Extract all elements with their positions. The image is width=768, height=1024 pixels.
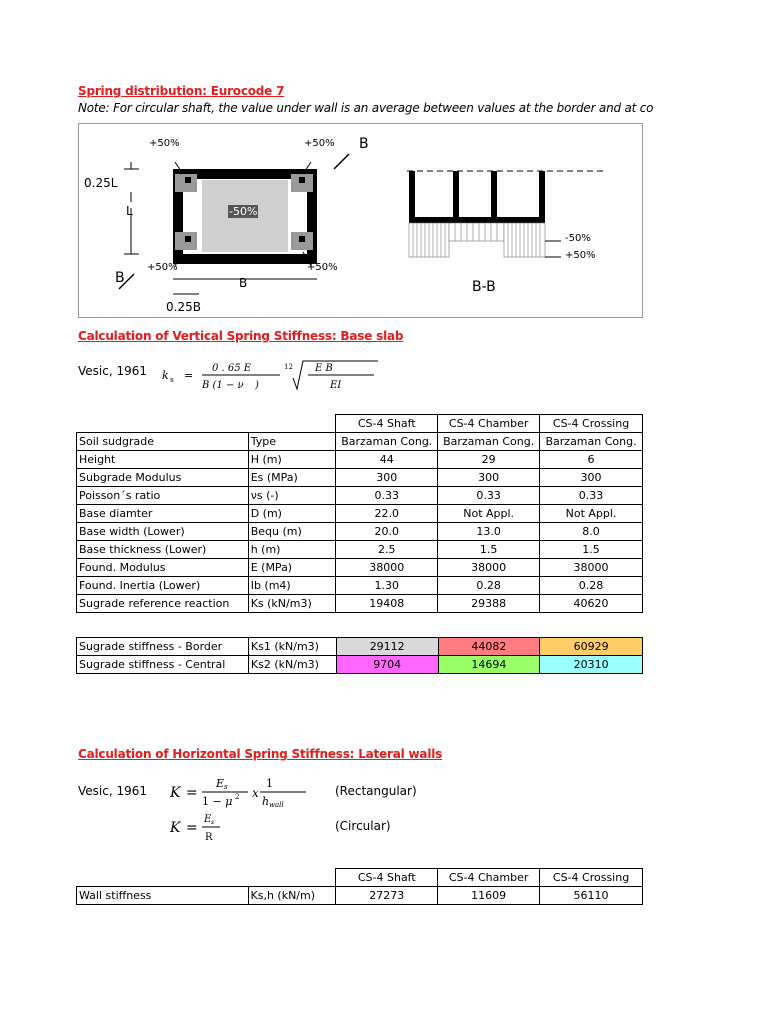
- table-cell: 1.30: [336, 577, 438, 595]
- table-row: [77, 577, 643, 595]
- row-type: Ks2 (kN/m3): [248, 656, 336, 674]
- table-cell: 13.0: [438, 523, 540, 541]
- table-cell: 0.33: [438, 487, 540, 505]
- label-plus50-tl: +50%: [149, 138, 180, 149]
- label-plus50-tr: +50%: [304, 138, 335, 149]
- row-type: Ib (m4): [248, 577, 336, 595]
- table-cell: 6: [540, 451, 643, 469]
- table-cell: 8.0: [540, 523, 643, 541]
- svg-text:=: =: [186, 785, 198, 801]
- table-cell: 300: [438, 469, 540, 487]
- vesic-vertical-formula: [160, 357, 382, 395]
- label-025L: 0.25L: [84, 176, 118, 190]
- svg-text:=: =: [184, 369, 194, 382]
- table-row: [77, 638, 643, 656]
- table-cell: 0.33: [336, 487, 438, 505]
- label-025B: 0.25B: [166, 300, 201, 314]
- svg-text:1 − μ: 1 − μ: [202, 795, 233, 808]
- table-row: [77, 541, 643, 559]
- table-cell: 1.5: [438, 541, 540, 559]
- svg-text:EI: EI: [330, 380, 342, 391]
- svg-text:=: =: [186, 820, 198, 836]
- table-row: [77, 887, 643, 905]
- table-header-row: [77, 869, 643, 887]
- table-row: [77, 505, 643, 523]
- table-cell: 27273: [336, 887, 438, 905]
- row-type: H (m): [248, 451, 336, 469]
- row-label: Wall stiffness: [77, 887, 249, 905]
- table-row: [77, 595, 643, 613]
- row-label: Subgrade Modulus: [77, 469, 249, 487]
- svg-text:s: s: [224, 783, 228, 791]
- table-row: [77, 559, 643, 577]
- svg-text:wall: wall: [269, 801, 284, 809]
- table-cell: 56110: [540, 887, 643, 905]
- svg-text:s: s: [170, 376, 174, 384]
- table-cell: 38000: [540, 559, 643, 577]
- label-B: B: [239, 276, 248, 290]
- row-label: Sugrade stiffness - Border: [77, 638, 249, 656]
- row-label: Soil sudgrade: [77, 433, 249, 451]
- svg-text:E: E: [204, 814, 212, 825]
- table-cell: Barzaman Cong.: [336, 433, 438, 451]
- svg-text:0 . 65 E: 0 . 65 E: [212, 363, 252, 374]
- row-type: D (m): [248, 505, 336, 523]
- table-row: [77, 487, 643, 505]
- row-type: h (m): [248, 541, 336, 559]
- table-cell: 11609: [438, 887, 540, 905]
- table-cell: 29112: [336, 638, 438, 656]
- svg-text:B (1 − ν: B (1 − ν: [202, 380, 244, 391]
- svg-text:E B: E B: [315, 363, 333, 374]
- svg-text:1: 1: [266, 777, 273, 790]
- table-cell: 40620: [540, 595, 643, 613]
- table-row: [77, 523, 643, 541]
- table-cell: 29: [438, 451, 540, 469]
- row-label: Sugrade reference reaction: [77, 595, 249, 613]
- table-cell: 29388: [438, 595, 540, 613]
- rect-label: (Rectangular): [335, 784, 417, 798]
- table-cell: Not Appl.: [540, 505, 643, 523]
- row-type: E (MPa): [248, 559, 336, 577]
- svg-text:E: E: [216, 777, 225, 790]
- col-header: CS-4 Crossing: [540, 415, 643, 433]
- label-L: L: [126, 204, 133, 218]
- vertical-title: Calculation of Vertical Spring Stiffness: Base slab: [78, 329, 404, 343]
- table-cell: 2.5: [336, 541, 438, 559]
- table-cell: Barzaman Cong.: [438, 433, 540, 451]
- spring-note: Note: For circular shaft, the value under wall is an average between values at the border and at co: [78, 101, 654, 115]
- table-row: [77, 433, 643, 451]
- vertical-ref: Vesic, 1961: [78, 364, 148, 378]
- table-cell: 300: [540, 469, 643, 487]
- table-cell: 38000: [336, 559, 438, 577]
- vesic-rect-formula: [168, 773, 318, 809]
- table-header-row: [77, 415, 643, 433]
- row-label: Base thickness (Lower): [77, 541, 249, 559]
- svg-text:R: R: [205, 832, 213, 843]
- svg-text:): ): [255, 380, 259, 391]
- svg-text:K: K: [170, 785, 181, 801]
- table-cell: 0.28: [438, 577, 540, 595]
- row-type: Es (MPa): [248, 469, 336, 487]
- row-type: Bequ (m): [248, 523, 336, 541]
- col-header: CS-4 Chamber: [438, 869, 540, 887]
- row-label: Sugrade stiffness - Central: [77, 656, 249, 674]
- col-header: CS-4 Crossing: [540, 869, 643, 887]
- table-cell: 44082: [438, 638, 540, 656]
- row-type: Ks (kN/m3): [248, 595, 336, 613]
- horizontal-title: Calculation of Horizontal Spring Stiffness: Lateral walls: [78, 747, 443, 761]
- label-plus50-br: +50%: [307, 262, 338, 273]
- svg-text:s: s: [211, 819, 215, 826]
- table-cell: 38000: [438, 559, 540, 577]
- legend-minus50: -50%: [565, 233, 591, 244]
- legend-plus50: +50%: [565, 250, 596, 261]
- svg-text:k: k: [162, 369, 169, 382]
- table-cell: Not Appl.: [438, 505, 540, 523]
- col-header: CS-4 Chamber: [438, 415, 540, 433]
- row-type: Ks,h (kN/m): [248, 887, 336, 905]
- label-section-B-left: B: [115, 270, 125, 286]
- spring-diagram: [79, 124, 642, 317]
- label-minus50: -50%: [229, 205, 258, 218]
- table-cell: 20.0: [336, 523, 438, 541]
- table-cell: 300: [336, 469, 438, 487]
- table-cell: Barzaman Cong.: [540, 433, 643, 451]
- label-section-B-right: B: [359, 136, 369, 152]
- table-cell: 0.28: [540, 577, 643, 595]
- table-cell: 19408: [336, 595, 438, 613]
- label-plus50-bl: +50%: [147, 262, 178, 273]
- table-row: [77, 451, 643, 469]
- table-row: [77, 656, 643, 674]
- svg-text:12: 12: [284, 363, 293, 371]
- row-label: Found. Inertia (Lower): [77, 577, 249, 595]
- svg-text:2: 2: [235, 793, 240, 801]
- spring-figure: [78, 123, 643, 318]
- table-cell: 20310: [540, 656, 643, 674]
- svg-text:h: h: [262, 795, 270, 808]
- horizontal-table: [76, 868, 643, 905]
- col-header: CS-4 Shaft: [336, 869, 438, 887]
- circ-label: (Circular): [335, 819, 391, 833]
- row-label: Base width (Lower): [77, 523, 249, 541]
- svg-text:K: K: [170, 820, 181, 836]
- table-cell: 1.5: [540, 541, 643, 559]
- vesic-circ-formula: [168, 812, 228, 848]
- col-header: CS-4 Shaft: [336, 415, 438, 433]
- svg-text:x: x: [252, 786, 259, 800]
- spring-title: Spring distribution: Eurocode 7: [78, 84, 285, 98]
- table-cell: 9704: [336, 656, 438, 674]
- row-label: Base diamter: [77, 505, 249, 523]
- row-type: Type: [248, 433, 336, 451]
- row-label: Found. Modulus: [77, 559, 249, 577]
- table-row: [77, 469, 643, 487]
- label-section-title: B-B: [472, 279, 496, 295]
- table-cell: 22.0: [336, 505, 438, 523]
- row-label: Poisson´s ratio: [77, 487, 249, 505]
- table-cell: 0.33: [540, 487, 643, 505]
- table-cell: 60929: [540, 638, 643, 656]
- row-label: Height: [77, 451, 249, 469]
- horizontal-ref: Vesic, 1961: [78, 784, 148, 798]
- row-type: νs (-): [248, 487, 336, 505]
- vertical-table: [76, 414, 643, 613]
- table-cell: 14694: [438, 656, 540, 674]
- row-type: Ks1 (kN/m3): [248, 638, 336, 656]
- table-cell: 44: [336, 451, 438, 469]
- stiffness-table: [76, 637, 643, 674]
